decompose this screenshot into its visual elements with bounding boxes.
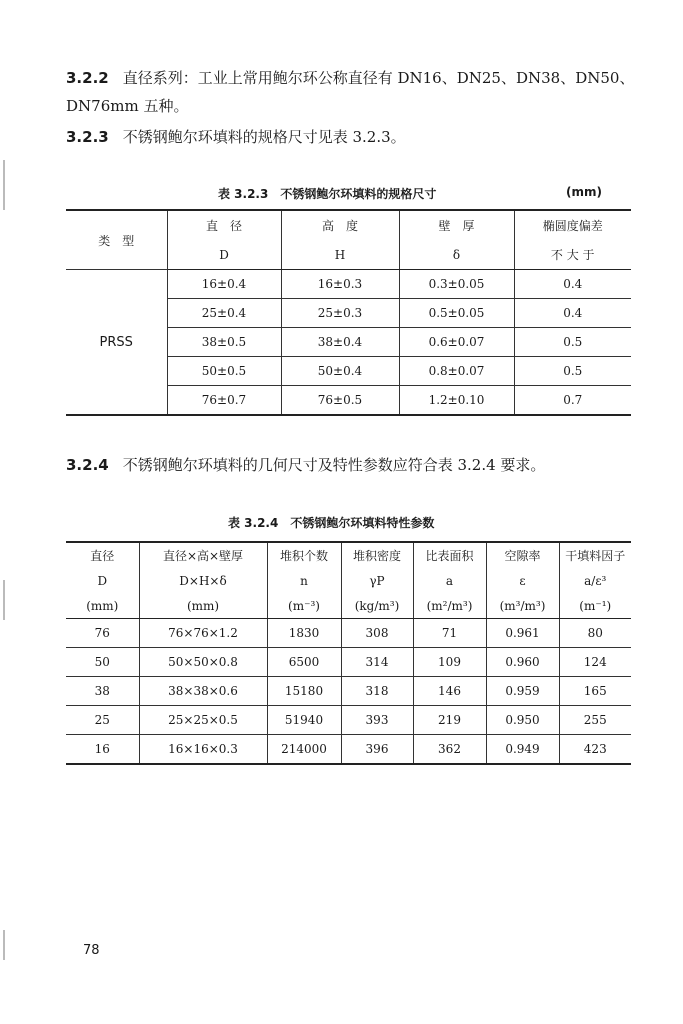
header-wall-thickness: 壁 厚 (399, 210, 514, 240)
table-cell: 16 (66, 735, 139, 765)
table-row (66, 735, 631, 765)
paragraph-text: 不锈钢鲍尔环填料的规格尺寸见表 3.2.3。 (122, 128, 406, 146)
table-cell: 50 (66, 648, 139, 677)
table-cell: 1830 (267, 619, 341, 648)
height-cell: 25±0.3 (281, 299, 399, 328)
header-diameter-symbol: D (167, 240, 281, 270)
table-row (66, 619, 631, 648)
table-cell: 214000 (267, 735, 341, 765)
table-cell: 50×50×0.8 (139, 648, 267, 677)
diameter-cell: 38±0.5 (167, 328, 281, 357)
header-wall-symbol: δ (399, 240, 514, 270)
diameter-cell: 50±0.5 (167, 357, 281, 386)
header-type: 类 型 (66, 210, 167, 270)
section-number: 3.2.3 (66, 128, 109, 146)
table-caption: 表 3.2.4 不锈钢鲍尔环填料特性参数 (228, 516, 435, 530)
header-symbol: D (66, 568, 139, 593)
table-cell: 308 (341, 619, 413, 648)
table-cell: 71 (413, 619, 486, 648)
header-name: 堆积个数 (267, 542, 341, 568)
table-cell: 165 (559, 677, 631, 706)
height-cell: 76±0.5 (281, 386, 399, 416)
wall-cell: 0.6±0.07 (399, 328, 514, 357)
header-unit: (m⁻³) (267, 593, 341, 619)
header-symbol: a/ε³ (584, 573, 607, 588)
table-cell: 255 (559, 706, 631, 735)
ovality-cell: 0.4 (514, 270, 631, 299)
spec-table-3-2-3 (66, 209, 631, 416)
table-cell: 80 (559, 619, 631, 648)
header-unit: (mm) (66, 593, 139, 619)
paragraph-text: 直径系列：工业上常用鲍尔环公称直径有 DN16、DN25、DN38、DN50、 (122, 69, 635, 87)
diameter-cell: 16±0.4 (167, 270, 281, 299)
table-cell: 396 (341, 735, 413, 765)
table-cell: 38 (66, 677, 139, 706)
paragraph-3-2-2 (66, 68, 634, 88)
header-symbol: γP (341, 568, 413, 593)
table-cell: 15180 (267, 677, 341, 706)
paragraph-text: DN76mm 五种。 (66, 97, 189, 115)
table-cell: 393 (341, 706, 413, 735)
scan-margin-mark (3, 580, 5, 620)
ovality-cell: 0.5 (514, 357, 631, 386)
table-row (66, 706, 631, 735)
height-cell: 38±0.4 (281, 328, 399, 357)
height-cell: 16±0.3 (281, 270, 399, 299)
header-symbol: ε (486, 568, 559, 593)
paragraph-3-2-3 (66, 127, 406, 147)
table-cell: 25×25×0.5 (139, 706, 267, 735)
table-cell: 423 (583, 742, 607, 756)
header-diameter: 直 径 (167, 210, 281, 240)
header-unit: (kg/m³) (341, 593, 413, 619)
header-symbol: n (267, 568, 341, 593)
table-row (66, 270, 631, 299)
diameter-cell: 76±0.7 (167, 386, 281, 416)
header-name: 堆积密度 (341, 542, 413, 568)
header-name: 比表面积 (413, 542, 486, 568)
diameter-cell: 25±0.4 (167, 299, 281, 328)
table-cell: 0.949 (486, 735, 559, 765)
header-symbol: D×H×δ (139, 568, 267, 593)
scan-margin-mark (3, 930, 5, 960)
header-name: 直径 (66, 542, 139, 568)
table-cell: 318 (341, 677, 413, 706)
table-row (66, 648, 631, 677)
wall-cell: 1.2±0.10 (399, 386, 514, 416)
paragraph-text: 不锈钢鲍尔环填料的几何尺寸及特性参数应符合表 3.2.4 要求。 (122, 456, 546, 474)
header-height: 高 度 (281, 210, 399, 240)
table-cell: 314 (341, 648, 413, 677)
height-cell: 50±0.4 (281, 357, 399, 386)
header-ovality: 椭圆度偏差 (542, 219, 603, 233)
wall-cell: 0.5±0.05 (399, 299, 514, 328)
characteristics-table-3-2-4 (66, 541, 631, 765)
table-cell: 0.959 (486, 677, 559, 706)
wall-cell: 0.3±0.05 (399, 270, 514, 299)
section-number: 3.2.4 (66, 456, 109, 474)
table-cell: 219 (413, 706, 486, 735)
scan-margin-mark (3, 160, 5, 210)
ovality-cell: 0.4 (514, 299, 631, 328)
table-cell: 6500 (267, 648, 341, 677)
table-cell: 109 (413, 648, 486, 677)
table-cell: 16×16×0.3 (139, 735, 267, 765)
header-symbol: a (413, 568, 486, 593)
header-name: 空隙率 (486, 542, 559, 568)
table-unit: (mm) (566, 185, 602, 199)
table-cell: 146 (413, 677, 486, 706)
header-unit: (mm) (139, 593, 267, 619)
header-ovality-limit: 不 大 于 (514, 240, 631, 270)
header-name: 干填料因子 (565, 549, 626, 563)
header-unit: (m³/m³) (486, 593, 559, 619)
table-cell: 51940 (267, 706, 341, 735)
header-height-symbol: H (281, 240, 399, 270)
table-cell: 124 (559, 648, 631, 677)
paragraph-3-2-2-continued (66, 96, 188, 116)
table-cell: 0.950 (486, 706, 559, 735)
table-row (66, 677, 631, 706)
table-cell: 76×76×1.2 (139, 619, 267, 648)
header-unit: (m⁻¹) (559, 593, 631, 619)
header-unit: (m²/m³) (413, 593, 486, 619)
ovality-cell: 0.7 (563, 393, 583, 407)
table-cell: 76 (66, 619, 139, 648)
paragraph-3-2-4 (66, 455, 545, 475)
table-cell: 38×38×0.6 (139, 677, 267, 706)
page-number: 78 (83, 943, 100, 958)
table-cell: 0.960 (486, 648, 559, 677)
table-caption: 表 3.2.3 不锈钢鲍尔环填料的规格尺寸 (218, 187, 437, 201)
wall-cell: 0.8±0.07 (399, 357, 514, 386)
header-name: 直径×高×壁厚 (139, 542, 267, 568)
table-cell: 0.961 (486, 619, 559, 648)
type-cell: PRSS (66, 270, 167, 416)
ovality-cell: 0.5 (514, 328, 631, 357)
table-cell: 362 (413, 735, 486, 765)
table-cell: 25 (66, 706, 139, 735)
section-number: 3.2.2 (66, 69, 109, 87)
